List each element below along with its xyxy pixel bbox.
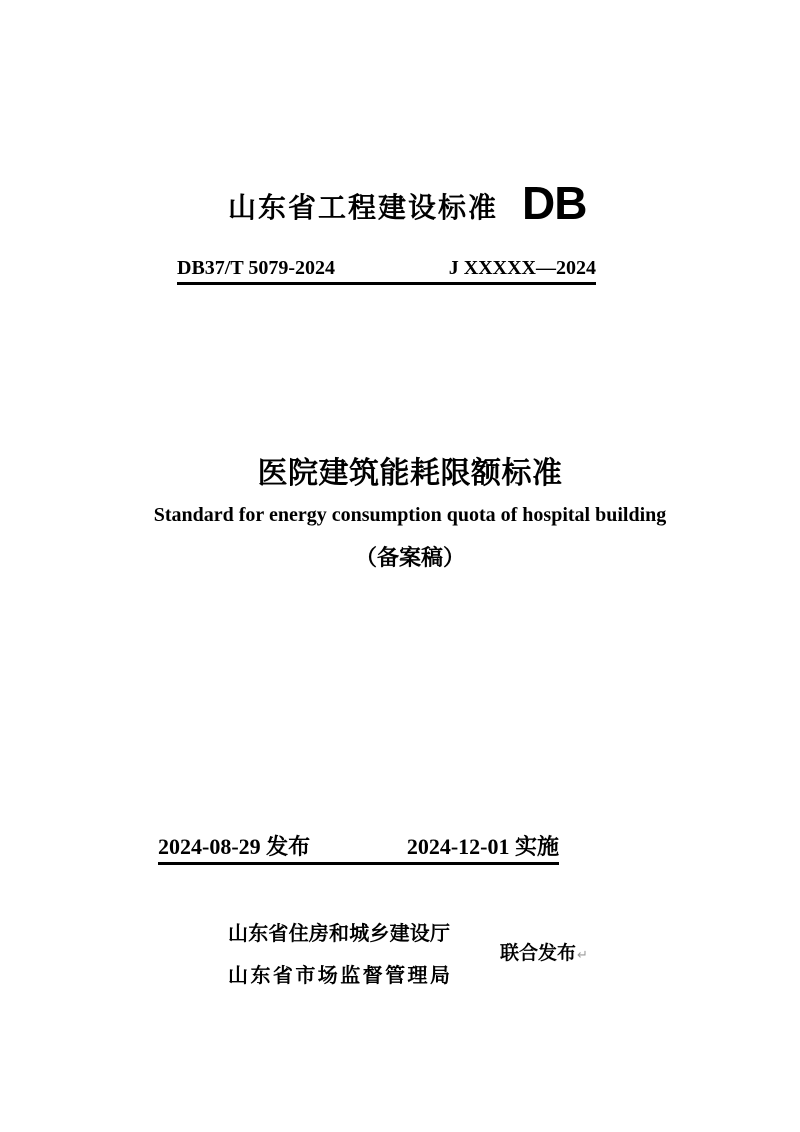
return-mark-icon: ↵ [577,947,588,962]
document-title-chinese: 医院建筑能耗限额标准 [257,457,563,490]
joint-publish-text: 联合发布 [500,943,577,964]
issue-date: 2024-08-29 发布 [158,834,311,859]
joint-publish-label [500,943,588,966]
publisher-market-bureau: 山东省市场监督管理局 [228,965,450,987]
document-title-english: Standard for energy consumption quota of hospital building [153,504,667,526]
dates-row [158,834,559,865]
db-logo: DB [522,177,587,229]
standard-code-local: DB37/T 5079-2024 [177,257,335,279]
standard-codes-row [177,256,596,285]
publisher-housing-dept: 山东省住房和城乡建设厅 [228,923,450,945]
standard-code-national: J XXXXX—2024 [448,257,596,279]
implement-date: 2024-12-01 实施 [406,834,559,859]
standard-type-title: 山东省工程建设标准 [228,193,499,224]
draft-note: （备案稿） [354,545,465,570]
